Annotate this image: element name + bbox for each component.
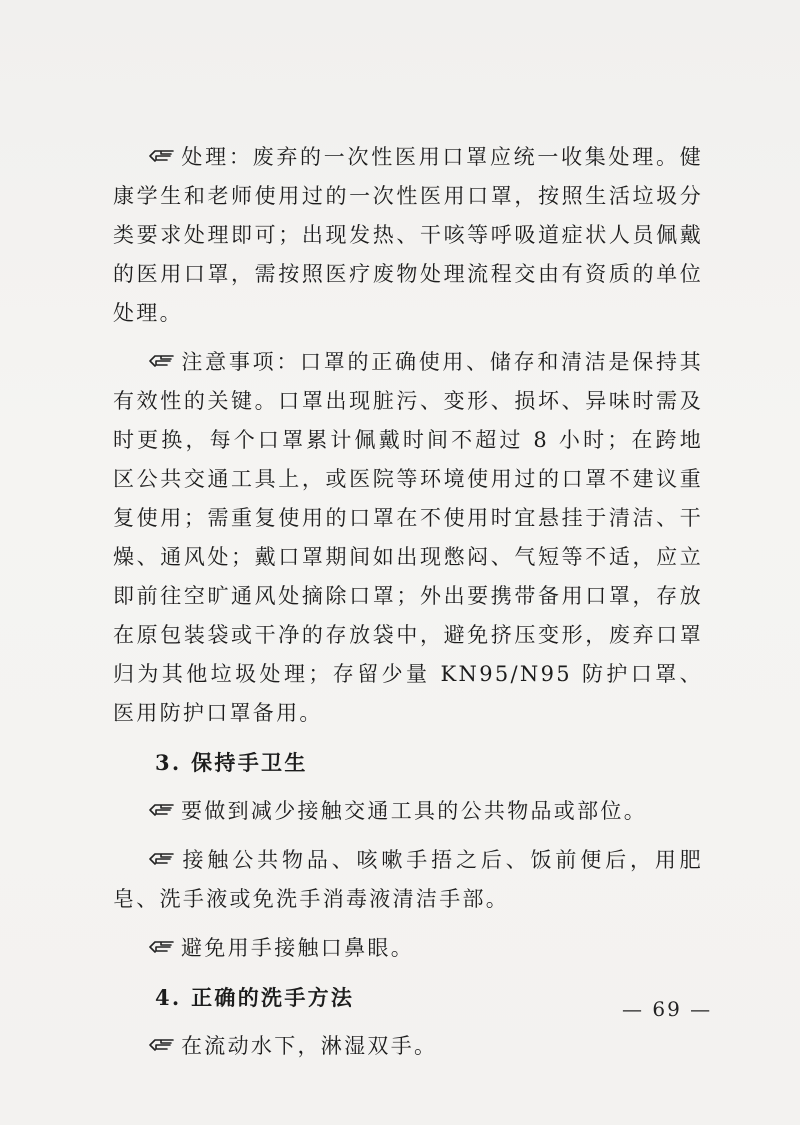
paragraph-text: 注意事项：口罩的正确使用、储存和清洁是保持其有效性的关键。口罩出现脏污、变形、损坏、异味时需及时更换，每个口罩累计佩戴时间不超过 8 小时；在跨地区公共交通工具上，或医院等环境使用过的口罩不建议重复使用；需重复使用的口罩在不使用时宜悬挂于清洁、干燥、通风处；戴口罩期间如出现憋闷、气短等不适，应立即前往空旷通风处摘除口罩；外出要携带备用口罩，存放在原包装袋或干净的存放袋中，避免挤压变形，废弃口罩归为其他垃圾处理；存留少量 KN95/N95 防护口罩、医用防护口罩备用。 (113, 350, 703, 725)
paragraph-text: 在流动水下，淋湿双手。 (181, 1034, 438, 1058)
paragraph-text: 要做到减少接触交通工具的公共物品或部位。 (181, 799, 647, 823)
section-heading-handwashing: 4. 正确的洗手方法 (155, 985, 355, 1010)
pointing-hand-icon (149, 147, 175, 165)
pointing-hand-icon (149, 850, 175, 868)
paragraph-text: 处理：废弃的一次性医用口罩应统一收集处理。健康学生和老师使用过的一次性医用口罩，按照生活垃圾分类要求处理即可；出现发热、干咳等呼吸道症状人员佩戴的医用口罩，需按照医疗废物处理流程交由有资质的单位处理。 (113, 145, 703, 325)
paragraph-precautions (113, 343, 703, 733)
paragraph-clean-hands (113, 841, 703, 919)
paragraph-disposal (113, 138, 703, 333)
paragraph-text: 避免用手接触口鼻眼。 (181, 936, 414, 960)
paragraph-text: 接触公共物品、咳嗽手捂之后、饭前便后，用肥皂、洗手液或免洗手消毒液清洁手部。 (113, 848, 703, 911)
section-heading-hand-hygiene: 3. 保持手卫生 (155, 750, 308, 775)
page-number: — 69 — (622, 997, 713, 1021)
document-body (113, 138, 703, 1076)
paragraph-avoid-touch (113, 929, 703, 968)
pointing-hand-icon (149, 938, 175, 956)
pointing-hand-icon (149, 1036, 175, 1054)
paragraph-reduce-contact (113, 792, 703, 831)
pointing-hand-icon (149, 801, 175, 819)
pointing-hand-icon (149, 352, 175, 370)
paragraph-wet-hands (113, 1027, 703, 1066)
